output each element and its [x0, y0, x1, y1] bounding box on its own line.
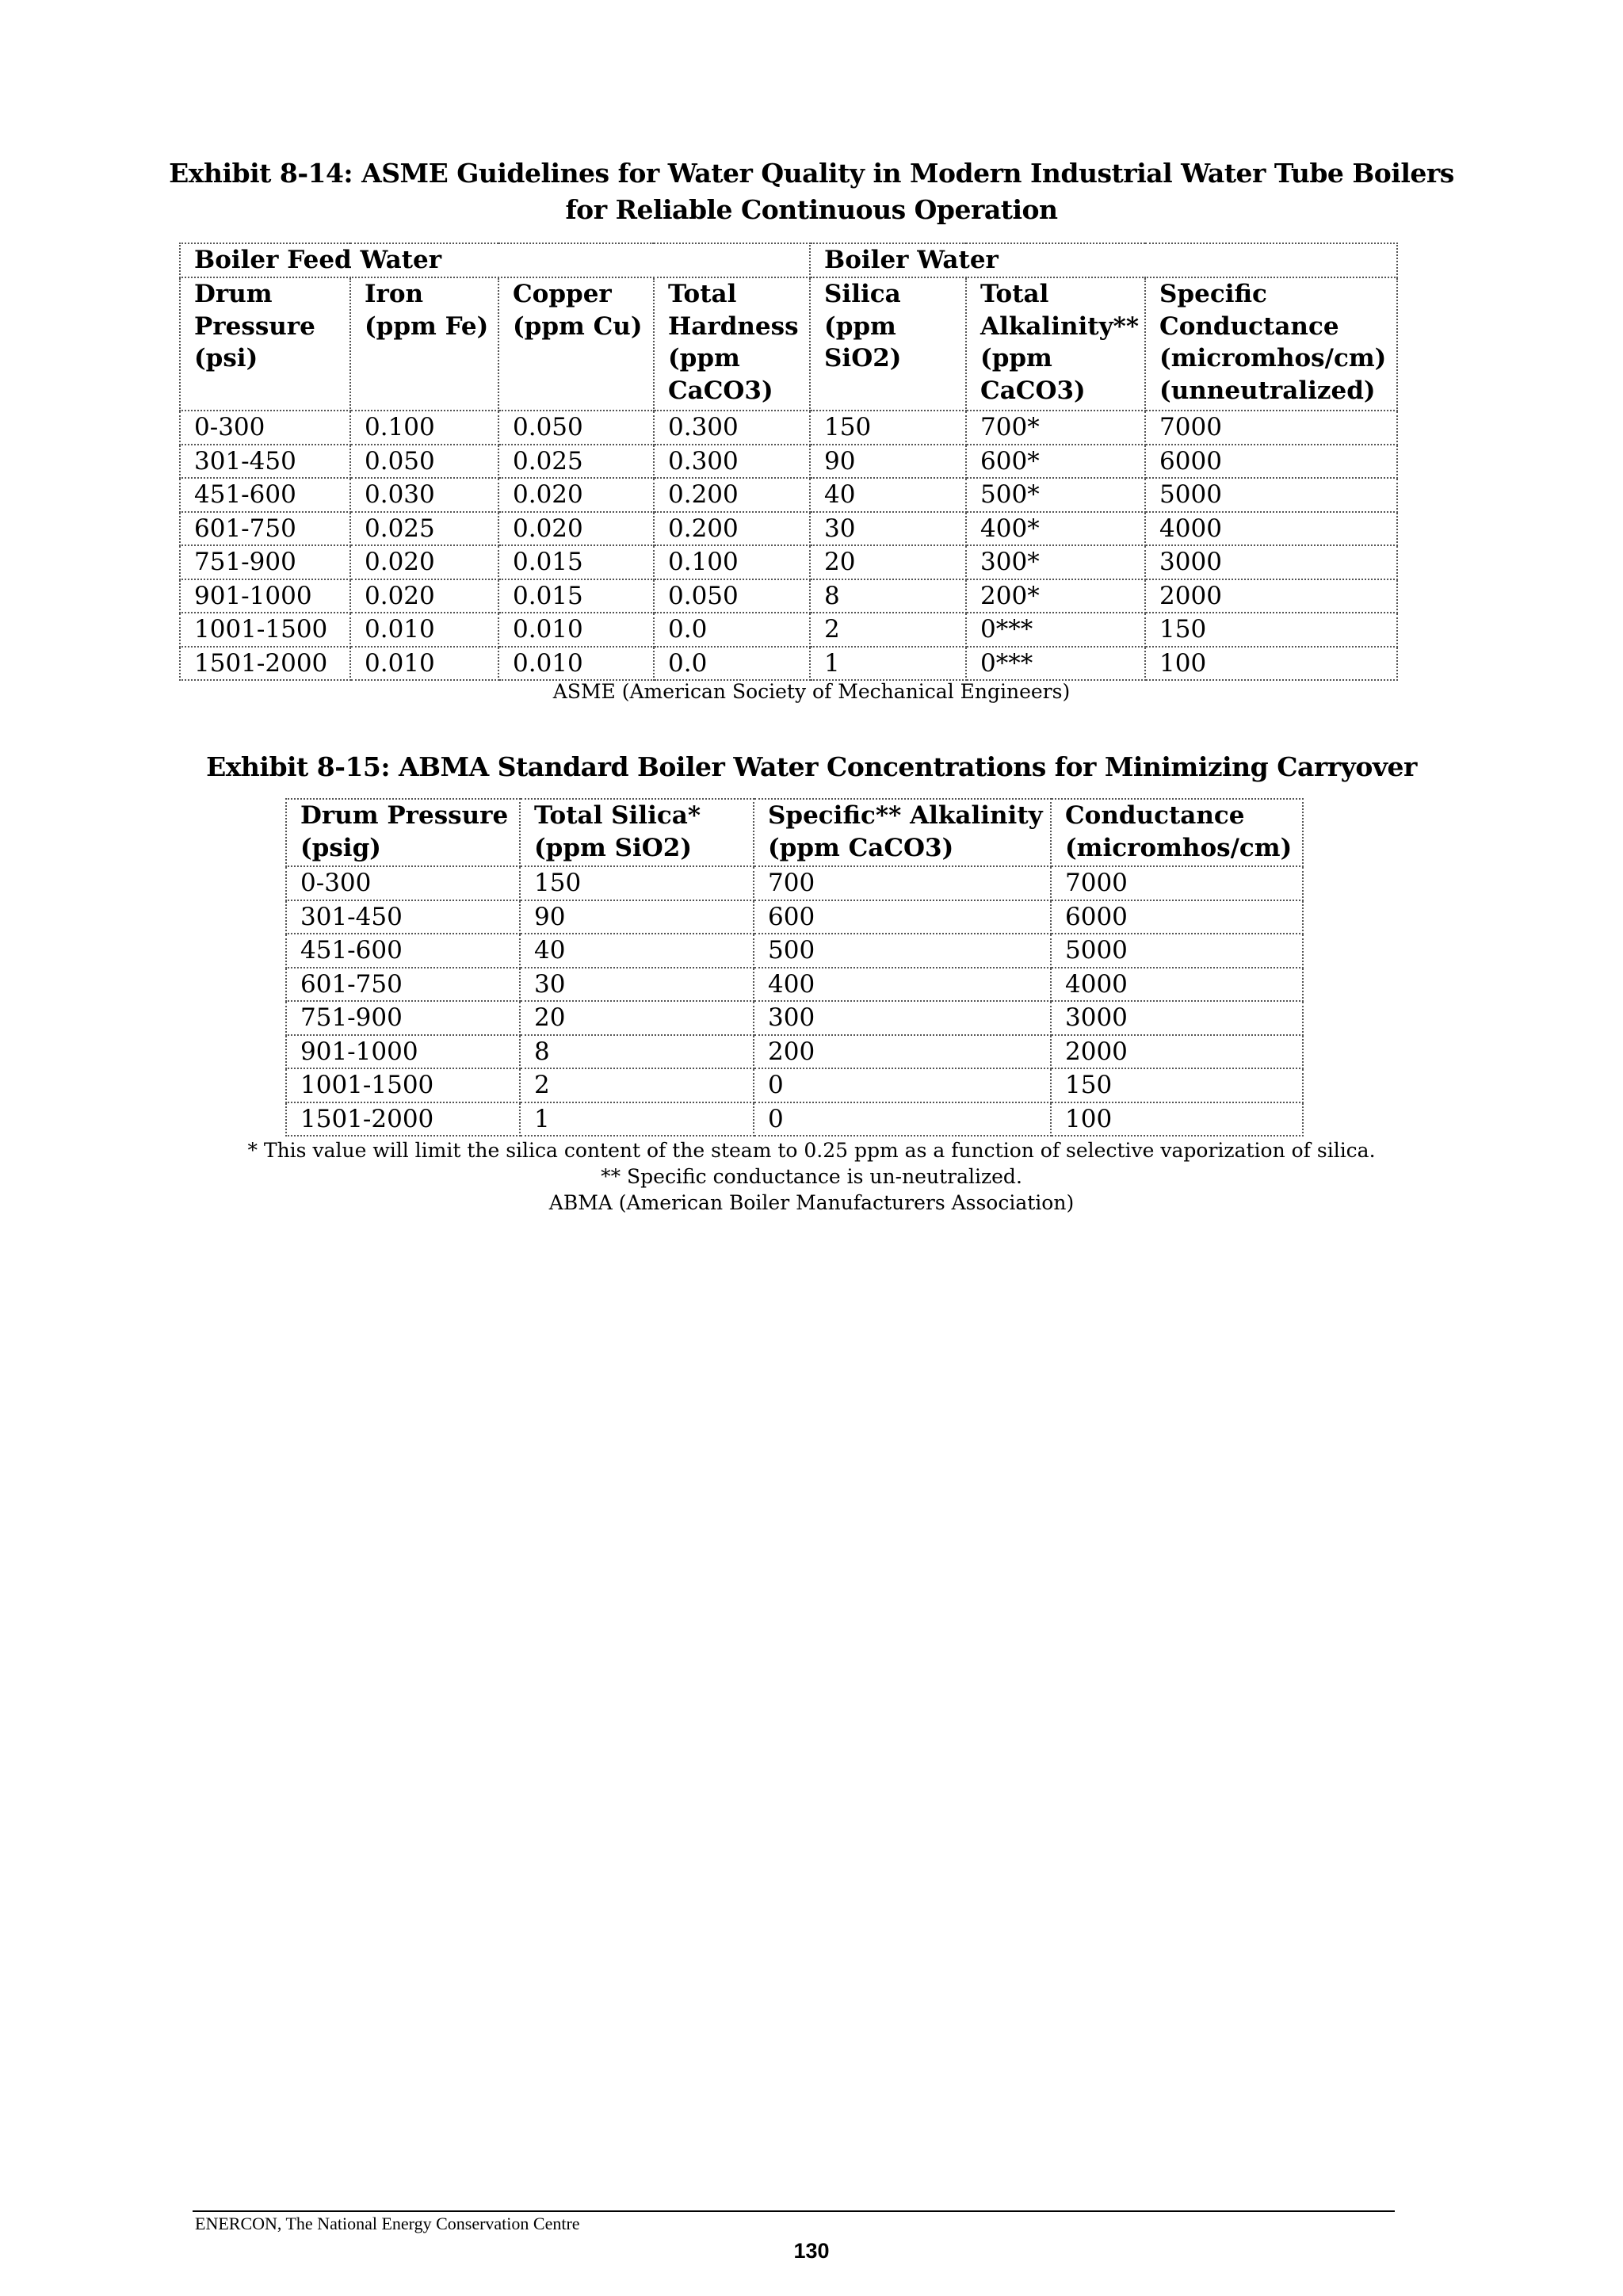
table-cell: 30 — [520, 968, 754, 1002]
table-cell: 901-1000 — [286, 1035, 520, 1069]
table-cell: 500* — [966, 478, 1145, 512]
table-cell: 2 — [810, 613, 966, 647]
table-cell: 100 — [1145, 647, 1397, 681]
table-cell: 5000 — [1051, 934, 1303, 968]
table-cell: 5000 — [1145, 478, 1397, 512]
group-header-feed-water: Boiler Feed Water — [180, 243, 810, 277]
table-cell: 20 — [810, 545, 966, 579]
silica-footnote: * This value will limit the silica content of the steam to 0.25 ppm as a function of selective vaporization of silica. — [247, 1139, 1376, 1162]
column-header-drum-pressure: Drum Pressure (psi) — [180, 277, 350, 411]
table-cell: 0.200 — [654, 512, 810, 546]
table-cell: 1 — [520, 1102, 754, 1137]
table-cell: 0*** — [966, 613, 1145, 647]
table-cell: 150 — [810, 411, 966, 445]
table-cell: 0.050 — [350, 445, 498, 479]
table-row — [180, 445, 1397, 479]
table-cell: 751-900 — [180, 545, 350, 579]
table-cell: 0.030 — [350, 478, 498, 512]
table-row — [286, 968, 1303, 1002]
asme-guidelines-table — [179, 243, 1398, 681]
column-header-copper: Copper (ppm Cu) — [498, 277, 654, 411]
table-cell: 700 — [754, 866, 1051, 900]
column-header-total-silica: Total Silica* (ppm SiO2) — [520, 799, 754, 866]
abma-standard-table — [285, 798, 1304, 1137]
table-cell: 200* — [966, 579, 1145, 613]
column-header-total-hardness: Total Hardness (ppm CaCO3) — [654, 277, 810, 411]
asme-source-note: ASME (American Society of Mechanical Engineers) — [552, 680, 1071, 703]
table-cell: 400* — [966, 512, 1145, 546]
table-cell: 0 — [754, 1068, 1051, 1102]
page-number: 130 — [793, 2239, 830, 2263]
table-cell: 1001-1500 — [180, 613, 350, 647]
table-row — [286, 1102, 1303, 1137]
table-cell: 7000 — [1051, 866, 1303, 900]
table-row — [180, 647, 1397, 681]
table-row — [180, 545, 1397, 579]
exhibit-8-14-title-line1: Exhibit 8-14: ASME Guidelines for Water Quality in Modern Industrial Water Tube Boilers — [169, 158, 1454, 189]
table-cell: 0.0 — [654, 647, 810, 681]
table-row — [180, 411, 1397, 445]
table-cell: 0.020 — [350, 579, 498, 613]
column-header-specific-conductance: Specific Conductance (micromhos/cm) (unneutralized) — [1145, 277, 1397, 411]
table-cell: 100 — [1051, 1102, 1303, 1137]
group-header-boiler-water: Boiler Water — [810, 243, 1397, 277]
column-header-drum-pressure-psig: Drum Pressure (psig) — [286, 799, 520, 866]
table-cell: 0-300 — [180, 411, 350, 445]
table-cell: 600 — [754, 900, 1051, 934]
table-cell: 0.0 — [654, 613, 810, 647]
column-header-conductance: Conductance (micromhos/cm) — [1051, 799, 1303, 866]
table-cell: 1501-2000 — [180, 647, 350, 681]
footer-organization: ENERCON, The National Energy Conservation Centre — [195, 2214, 580, 2233]
table-row — [180, 579, 1397, 613]
table-cell: 451-600 — [286, 934, 520, 968]
table-cell: 200 — [754, 1035, 1051, 1069]
table-cell: 0.010 — [350, 647, 498, 681]
table-cell: 2 — [520, 1068, 754, 1102]
table-row — [286, 1001, 1303, 1035]
table-row — [180, 613, 1397, 647]
table-cell: 8 — [520, 1035, 754, 1069]
table-cell: 2000 — [1145, 579, 1397, 613]
asme-table-body — [180, 411, 1397, 680]
table-cell: 0.010 — [350, 613, 498, 647]
table-cell: 0.300 — [654, 411, 810, 445]
table-cell: 40 — [520, 934, 754, 968]
table-cell: 1001-1500 — [286, 1068, 520, 1102]
table-cell: 0.050 — [654, 579, 810, 613]
table-cell: 4000 — [1145, 512, 1397, 546]
table-cell: 0.010 — [498, 647, 654, 681]
column-header-specific-alkalinity: Specific** Alkalinity (ppm CaCO3) — [754, 799, 1051, 866]
table-cell: 150 — [520, 866, 754, 900]
table-cell: 1 — [810, 647, 966, 681]
table-cell: 500 — [754, 934, 1051, 968]
table-cell: 2000 — [1051, 1035, 1303, 1069]
table-cell: 600* — [966, 445, 1145, 479]
conductance-footnote: ** Specific conductance is un-neutralized. — [601, 1165, 1022, 1188]
table-cell: 0*** — [966, 647, 1145, 681]
table-cell: 3000 — [1051, 1001, 1303, 1035]
table-cell: 3000 — [1145, 545, 1397, 579]
column-header-total-alkalinity: Total Alkalinity** (ppm CaCO3) — [966, 277, 1145, 411]
table-cell: 400 — [754, 968, 1051, 1002]
table-cell: 301-450 — [180, 445, 350, 479]
table-cell: 451-600 — [180, 478, 350, 512]
column-header-silica: Silica (ppm SiO2) — [810, 277, 966, 411]
exhibit-8-15-title: Exhibit 8-15: ABMA Standard Boiler Water Concentrations for Minimizing Carryover — [206, 751, 1417, 782]
table-cell: 0.015 — [498, 545, 654, 579]
table-row — [180, 512, 1397, 546]
table-cell: 700* — [966, 411, 1145, 445]
table-cell: 0.200 — [654, 478, 810, 512]
table-cell: 0.100 — [350, 411, 498, 445]
table-cell: 90 — [520, 900, 754, 934]
table-cell: 0.300 — [654, 445, 810, 479]
table-cell: 150 — [1145, 613, 1397, 647]
table-cell: 30 — [810, 512, 966, 546]
table-cell: 601-750 — [286, 968, 520, 1002]
table-cell: 0-300 — [286, 866, 520, 900]
table-cell: 0.010 — [498, 613, 654, 647]
table-cell: 20 — [520, 1001, 754, 1035]
table-cell: 0.025 — [498, 445, 654, 479]
table-cell: 40 — [810, 478, 966, 512]
table-cell: 0 — [754, 1102, 1051, 1137]
table-cell: 6000 — [1051, 900, 1303, 934]
table-cell: 300 — [754, 1001, 1051, 1035]
table-cell: 6000 — [1145, 445, 1397, 479]
table-cell: 300* — [966, 545, 1145, 579]
table-cell: 901-1000 — [180, 579, 350, 613]
table-cell: 751-900 — [286, 1001, 520, 1035]
table-row — [286, 866, 1303, 900]
table-cell: 0.020 — [350, 545, 498, 579]
table-cell: 150 — [1051, 1068, 1303, 1102]
table-cell: 1501-2000 — [286, 1102, 520, 1137]
table-cell: 0.100 — [654, 545, 810, 579]
table-cell: 601-750 — [180, 512, 350, 546]
exhibit-8-14-title-line2: for Reliable Continuous Operation — [565, 194, 1058, 225]
table-row — [286, 1068, 1303, 1102]
footer-divider — [193, 2210, 1395, 2212]
table-cell: 0.020 — [498, 478, 654, 512]
column-header-iron: Iron (ppm Fe) — [350, 277, 498, 411]
table-cell: 0.025 — [350, 512, 498, 546]
table-cell: 4000 — [1051, 968, 1303, 1002]
table-cell: 0.050 — [498, 411, 654, 445]
abma-source-note: ABMA (American Boiler Manufacturers Association) — [548, 1191, 1075, 1214]
table-cell: 90 — [810, 445, 966, 479]
table-cell: 7000 — [1145, 411, 1397, 445]
abma-table-body — [286, 866, 1303, 1136]
table-cell: 301-450 — [286, 900, 520, 934]
table-cell: 0.020 — [498, 512, 654, 546]
table-row — [180, 478, 1397, 512]
table-row — [286, 934, 1303, 968]
table-cell: 8 — [810, 579, 966, 613]
table-row — [286, 900, 1303, 934]
table-row — [286, 1035, 1303, 1069]
table-cell: 0.015 — [498, 579, 654, 613]
